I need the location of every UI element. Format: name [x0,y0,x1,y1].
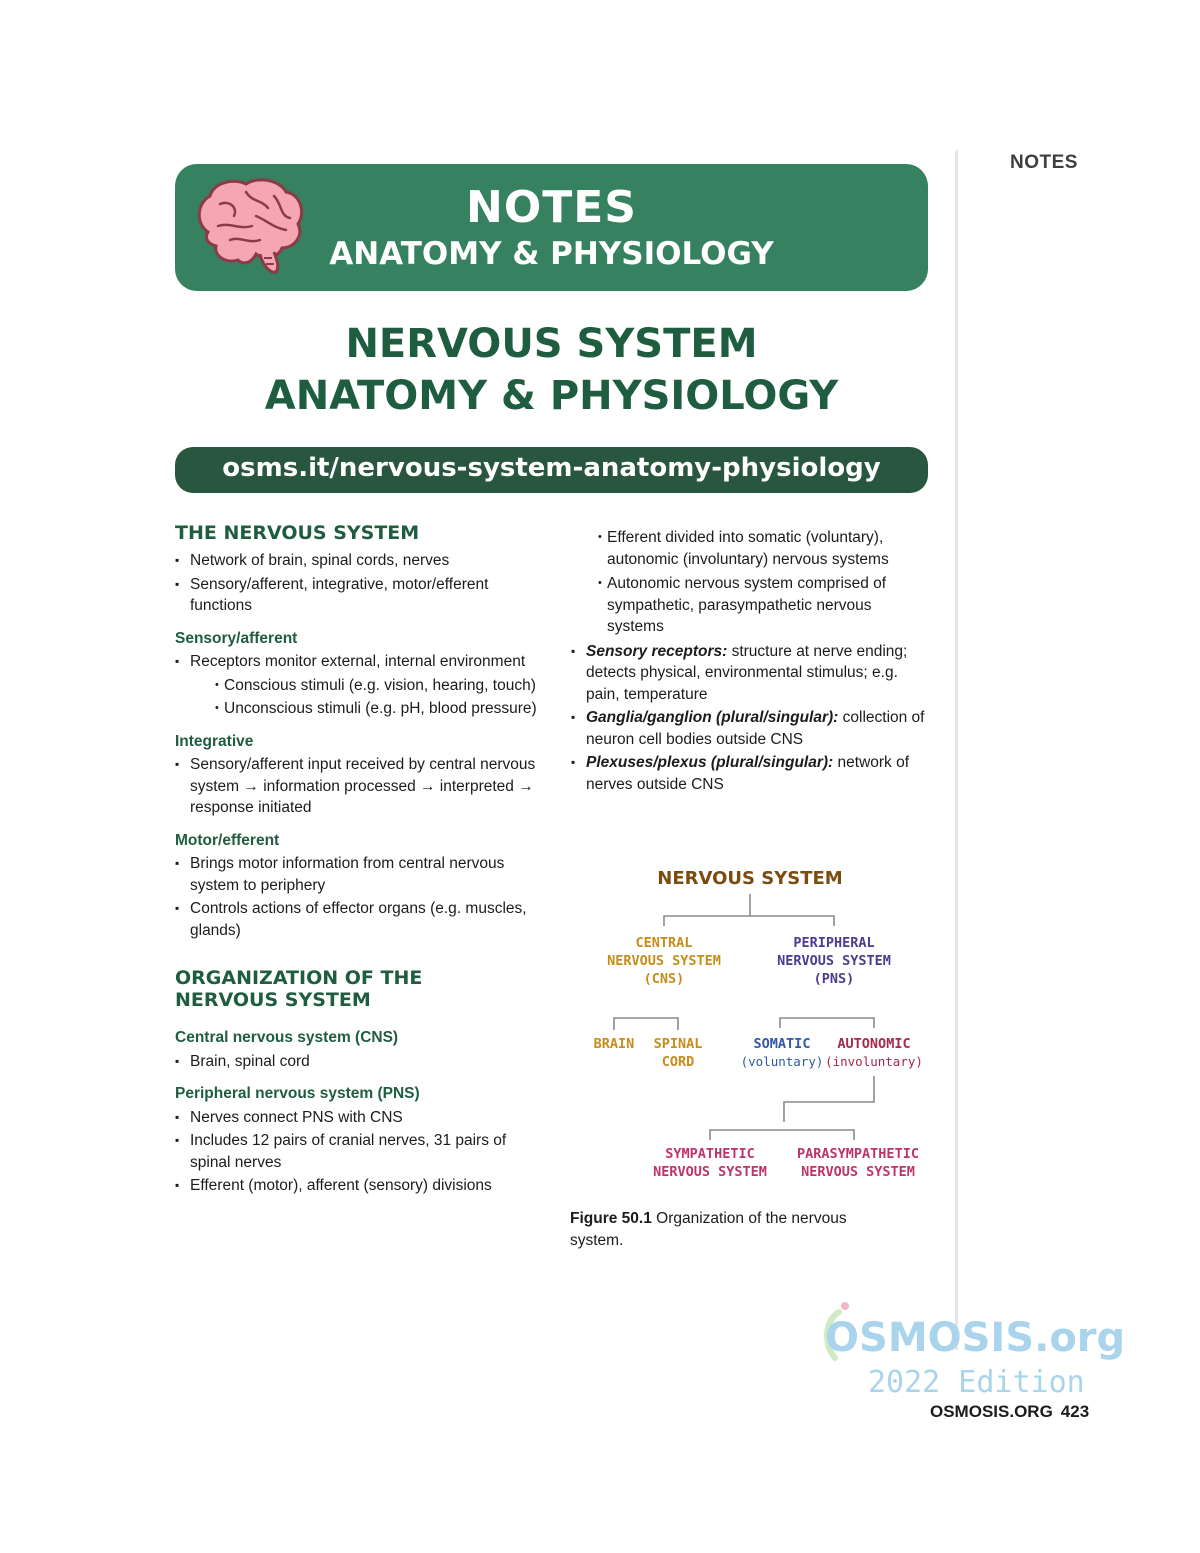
sub-list-item: • Unconscious stimuli (e.g. pH, blood pressure) [215,698,540,720]
page-title-line1: NERVOUS SYSTEM [345,321,758,367]
sub-list-item: • Autonomic nervous system comprised of sympathetic, parasympathetic nervous systems [598,573,931,638]
sub-bullet-list [215,675,540,720]
bullet-list [175,1107,540,1197]
somatic-label: SOMATIC [753,1036,811,1052]
list-item: ▪ Brain, spinal cord [175,1051,540,1073]
pns-label-line2: NERVOUS SYSTEM [777,953,891,969]
page-number: 423 [1060,1402,1090,1421]
figure-caption [570,1208,900,1251]
list-item-text: Receptors monitor external, internal environment [190,653,526,670]
osmosis-logo: OSMOSIS.org [825,1315,1126,1361]
bullet-list [175,1051,540,1073]
list-item: ▪ Efferent (motor), afferent (sensory) divisions [175,1175,540,1197]
figure-caption-text: Organization of the nervous system. [570,1210,847,1249]
bullet-list [175,853,540,941]
subheading-sensory: Sensory/afferent [175,629,298,647]
banner-title: NOTES [466,182,637,233]
brain-label: BRAIN [593,1036,635,1052]
connector-cns [614,1018,678,1030]
list-item [175,651,540,720]
page-title-line2: ANATOMY & PHYSIOLOGY [264,373,839,419]
diagram-title: NERVOUS SYSTEM [657,868,843,889]
connector-pns [780,1018,874,1028]
nervous-system-diagram [560,860,950,1190]
list-item: ▪ Sensory/afferent input received by central nervous system → information processed → interpreted → response initiated [175,754,540,819]
section-heading-organization: ORGANIZATION OF THE NERVOUS SYSTEM [175,967,423,1011]
url-link[interactable]: osms.it/nervous-system-anatomy-physiology [222,453,881,483]
connector-autonomic-split [710,1130,854,1140]
subheading-cns: Central nervous system (CNS) [175,1029,399,1046]
cns-label-line2: NERVOUS SYSTEM [607,953,721,969]
list-item: ▪ Nerves connect PNS with CNS [175,1107,540,1129]
sympathetic-label-line1: SYMPATHETIC [665,1146,755,1162]
subheading-integrative: Integrative [175,732,254,750]
list-item: ▪ Includes 12 pairs of cranial nerves, 31 pairs of spinal nerves [175,1130,540,1173]
list-item: ▪ Brings motor information from central nervous system to periphery [175,853,540,896]
left-column [175,522,540,1199]
footer-site: OSMOSIS.ORG [930,1402,1053,1421]
term-list [571,641,931,796]
cns-label-line3: (CNS) [643,971,685,987]
term-label: Ganglia/ganglion (plural/singular): [586,709,839,726]
diagram-connectors [614,894,874,1140]
subheading-motor: Motor/efferent [175,831,280,849]
pns-label-line3: (PNS) [813,971,855,987]
parasympathetic-label-line2: NERVOUS SYSTEM [801,1164,915,1180]
margin-divider [955,150,958,1350]
connector-autonomic [784,1076,874,1122]
figure-label: Figure 50.1 [570,1210,652,1227]
autonomic-label: AUTONOMIC [837,1036,911,1052]
sympathetic-label-line2: NERVOUS SYSTEM [653,1164,767,1180]
sub-list-item: • Efferent divided into somatic (voluntary), autonomic (involuntary) nervous systems [598,527,931,570]
term-item-plexuses [571,752,931,795]
list-item: ▪ Controls actions of effector organs (e.g. muscles, glands) [175,898,540,941]
cns-label-line1: CENTRAL [635,935,693,951]
term-item-ganglia [571,707,931,750]
bullet-list [175,754,540,819]
spinal-cord-label-line1: SPINAL [653,1036,703,1052]
bullet-list [175,550,540,617]
list-item: ▪ Network of brain, spinal cords, nerves [175,550,540,572]
margin-notes-label: NOTES [1010,152,1078,173]
pns-label-line1: PERIPHERAL [793,935,875,951]
autonomic-sublabel: (involuntary) [825,1054,923,1069]
page-footer [930,1402,1089,1422]
sub-list-item: • Conscious stimuli (e.g. vision, hearing, touch) [215,675,540,697]
term-label: Sensory receptors: [586,642,728,660]
parasympathetic-label-line1: PARASYMPATHETIC [797,1146,919,1162]
connector-level1 [664,916,834,926]
sub-bullet-list [598,527,931,638]
somatic-sublabel: (voluntary) [740,1054,824,1069]
bullet-list [175,651,540,720]
list-item: ▪ Sensory/afferent, integrative, motor/efferent functions [175,574,540,617]
term-label: Plexuses/plexus (plural/singular): [586,754,834,771]
subheading-pns: Peripheral nervous system (PNS) [175,1085,420,1102]
banner-subtitle: ANATOMY & PHYSIOLOGY [329,236,774,272]
right-column [571,527,931,797]
section-heading-nervous-system: THE NERVOUS SYSTEM [175,522,420,544]
term-item-sensory-receptors [571,641,931,706]
term-definition: network of nerves outside CNS [586,754,910,793]
term-definition: collection of neuron cell bodies outside CNS [586,709,925,748]
page-title [175,318,928,422]
term-definition: structure at nerve ending; detects physical, environmental stimulus; e.g. pain, temperature [586,642,908,703]
edition-label: 2022 Edition [868,1365,1085,1400]
spinal-cord-label-line2: CORD [661,1054,695,1070]
